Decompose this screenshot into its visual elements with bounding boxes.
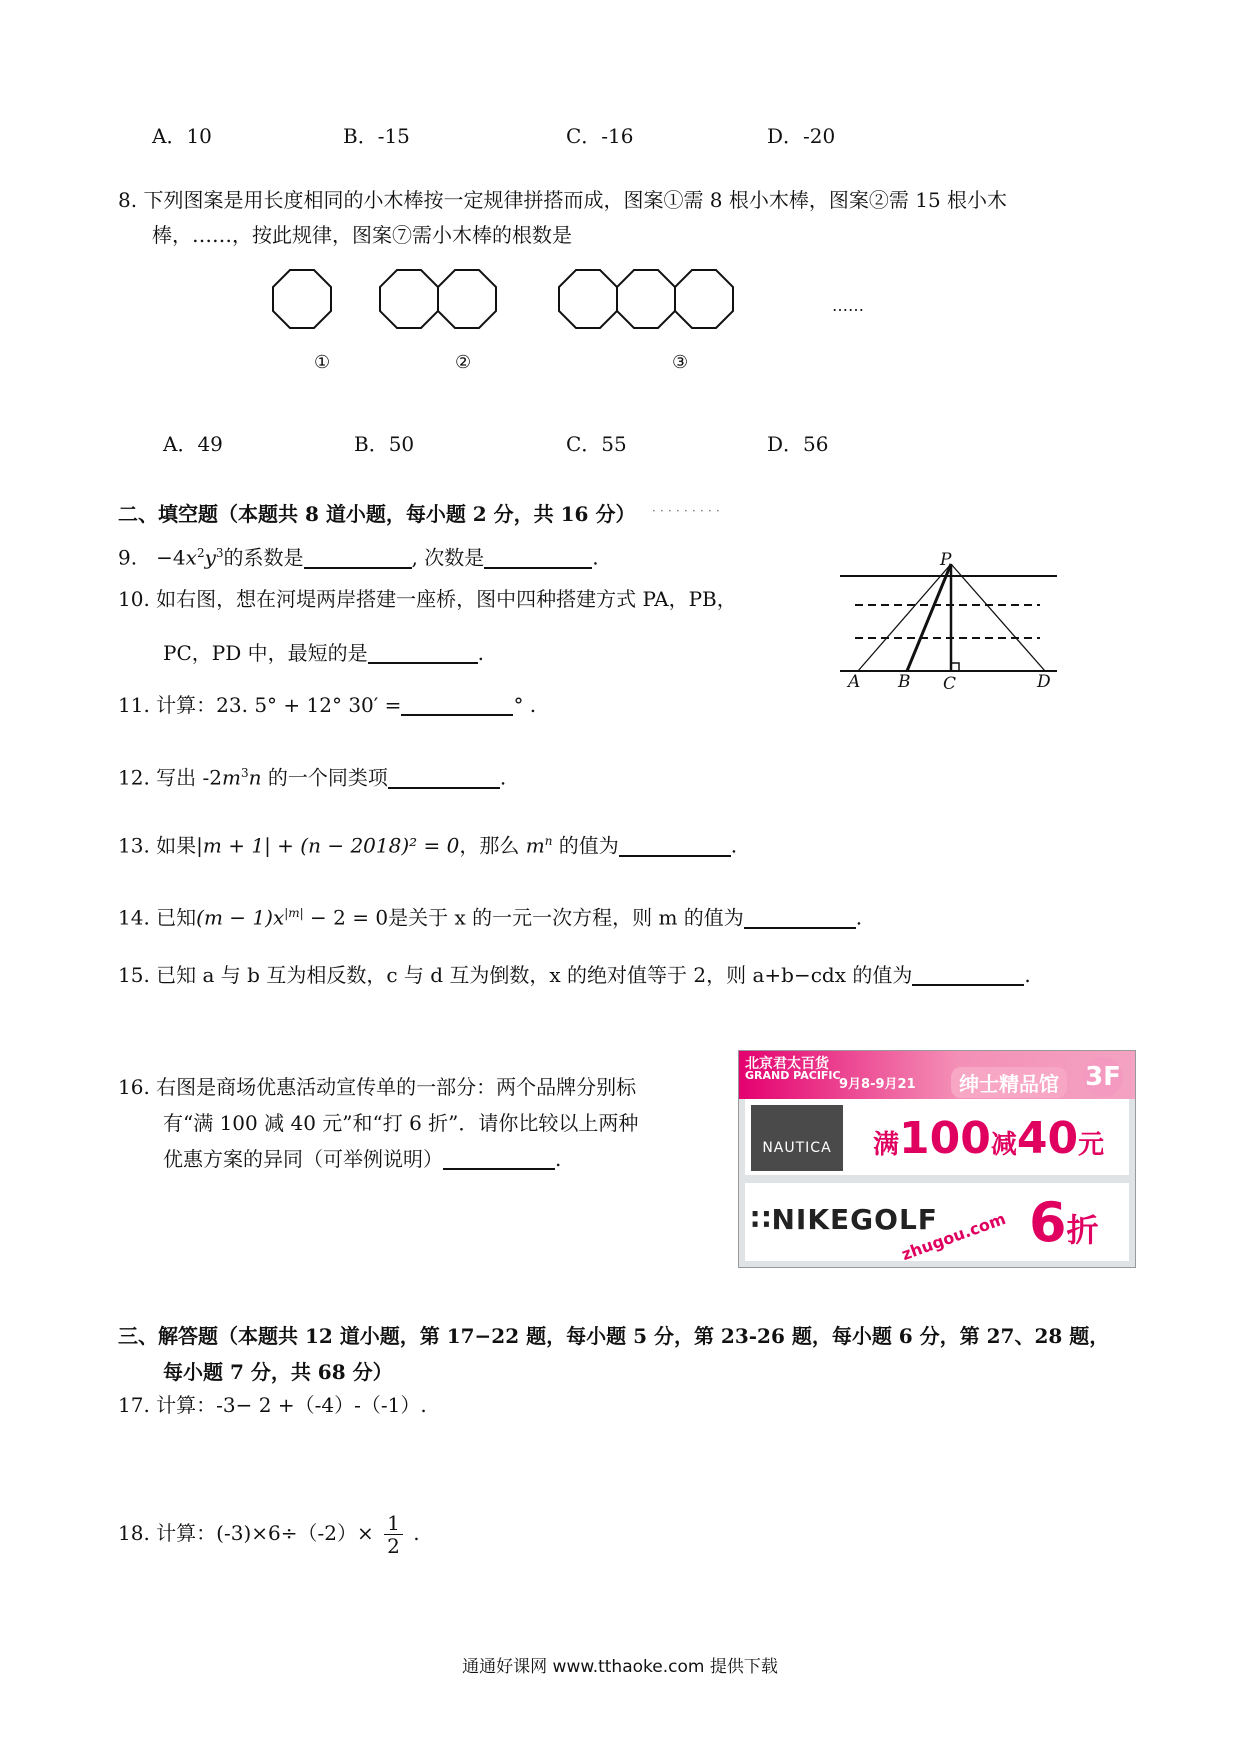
q8-option-a: A．49 — [163, 432, 223, 456]
q13: 13. 如果|m + 1| + (n − 2018)² = 0，那么 $m^n$ 的值为 . — [118, 833, 738, 858]
q13-text3: 的值为 — [558, 833, 619, 858]
q11-end: ° . — [513, 693, 537, 717]
q18-end: . — [413, 1521, 420, 1545]
promo-dates: 9月8-9月21 — [839, 1077, 916, 1092]
section2-title: 二、填空题（本题共 8 道小题，每小题 2 分，共 16 分） — [118, 502, 636, 526]
q17: 17. 计算：-3− 2 +（-4）-（-1）. — [118, 1393, 427, 1417]
q7-option-a: A．10 — [152, 124, 212, 148]
offer-1: 满100减40元 — [873, 1113, 1105, 1164]
q13-end: . — [730, 833, 738, 858]
label-p: P — [940, 550, 952, 570]
figure-label-3: ③ — [672, 352, 689, 373]
q11-text: 11. 计算：23. 5° + 12° 30′ = — [118, 693, 402, 717]
q8-option-c: C．55 — [566, 432, 627, 456]
figure-label-2: ② — [455, 352, 472, 373]
nautica-logo: NAUTICA — [751, 1105, 843, 1171]
q9-blank1[interactable] — [304, 545, 412, 569]
q18 — [118, 1512, 420, 1557]
q7-option-c: C．-16 — [566, 124, 634, 148]
floor-badge: 3F — [1083, 1057, 1123, 1097]
label-c: C — [943, 674, 957, 694]
q14-blank[interactable] — [744, 905, 856, 929]
q8-octagon-figures — [270, 260, 890, 380]
q10-blank[interactable] — [368, 640, 478, 664]
q9-text1: 的系数是 — [223, 545, 304, 570]
q15-end: . — [1024, 963, 1031, 987]
q13-text1: 13. 如果 — [118, 833, 197, 858]
watermark: zhugou.com — [899, 1208, 1009, 1265]
q9-blank2[interactable] — [484, 545, 592, 569]
q7-option-d: D．-20 — [767, 124, 836, 148]
segment-pd — [951, 564, 1045, 671]
q14-text1: 14. 已知 — [118, 905, 197, 930]
q10-line2 — [163, 636, 484, 670]
q7-option-b: B．-15 — [343, 124, 410, 148]
q16-end: . — [555, 1147, 562, 1171]
q9-end: . — [592, 545, 599, 570]
store-name-en: GRAND PACIFIC — [745, 1069, 841, 1082]
label-a: A — [848, 672, 861, 692]
q15-blank[interactable] — [912, 962, 1024, 986]
q16-line1: 16. 右图是商场优惠活动宣传单的一部分：两个品牌分别标 — [118, 1075, 637, 1099]
octagon — [273, 270, 331, 328]
q16-blank[interactable] — [443, 1146, 555, 1170]
q12-text2: 的一个同类项 — [261, 765, 388, 790]
q13-blank[interactable] — [619, 833, 731, 857]
segment-pa — [858, 564, 951, 671]
q16-line3 — [163, 1142, 561, 1176]
q10-line1: 10. 如右图，想在河堤两岸搭建一座桥，图中四种搭建方式 PA，PB， — [118, 587, 737, 611]
q12-text1: 12. 写出 -2 — [118, 765, 223, 790]
nikegolf-logo: ∷NIKEGOLF — [751, 1203, 938, 1236]
figure-label-1: ① — [314, 352, 331, 373]
section3-line2: 每小题 7 分，共 68 分） — [163, 1360, 393, 1384]
q8-line2: 棒，……，按此规律，图案⑦需小木棒的根数是 — [152, 223, 572, 247]
q10-text: PC，PD 中，最短的是 — [163, 641, 368, 665]
q11 — [118, 688, 536, 722]
label-b: B — [898, 672, 911, 692]
q9-text2: , 次数是 — [411, 545, 485, 570]
offer-2: 6折 — [1029, 1191, 1099, 1254]
q14-end: . — [855, 905, 863, 930]
section2-dots: ．．．．．．．．． — [652, 500, 731, 514]
segment-pb — [907, 564, 951, 671]
octagon — [559, 270, 617, 328]
hall-name: 绅士精品馆 — [951, 1067, 1067, 1098]
promo-flyer — [738, 1050, 1136, 1268]
section3-line1: 三、解答题（本题共 12 道小题，第 17−22 题，每小题 5 分，第 23-26 题，每小题 6 分，第 27、28 题， — [118, 1324, 1110, 1348]
octagon — [438, 270, 496, 328]
q12-end: . — [499, 765, 507, 790]
q16-line2: 有“满 100 减 40 元”和“打 6 折”．请你比较以上两种 — [163, 1111, 639, 1135]
label-d: D — [1037, 672, 1051, 692]
octagon — [617, 270, 675, 328]
q15 — [118, 958, 1031, 992]
q13-text2: ，那么 — [459, 833, 520, 858]
q10-end: . — [477, 641, 484, 665]
q8-option-b: B．50 — [354, 432, 415, 456]
q18-fraction: $\frac{1}{2}$ — [384, 1512, 403, 1557]
q14-expr2: − 2 = 0 — [303, 905, 389, 930]
figure-ellipsis: …… — [832, 296, 864, 315]
q13-expr: |m + 1| + (n − 2018)² = 0 — [196, 833, 460, 858]
store-name: 北京君太百货 — [745, 1056, 829, 1072]
q9-coef: −4 — [156, 545, 186, 570]
octagon — [380, 270, 438, 328]
q8-line1: 8. 下列图案是用长度相同的小木棒按一定规律拼搭而成，图案①需 8 根小木棒，图案②需 15 根小木 — [118, 188, 1008, 212]
q16-text: 优惠方案的异同（可举例说明） — [163, 1147, 443, 1171]
q14-expr: (m − 1)x — [196, 905, 285, 930]
q9-num: 9. — [118, 545, 138, 570]
q14-text2: 是关于 x 的一元一次方程，则 m 的值为 — [388, 905, 744, 930]
q12: 12. 写出 $-2m^3n$ 的一个同类项 . — [118, 765, 507, 790]
q12-blank[interactable] — [388, 765, 500, 789]
octagon — [675, 270, 733, 328]
q11-blank[interactable] — [401, 692, 513, 716]
q15-text: 15. 已知 a 与 b 互为相反数，c 与 d 互为倒数，x 的绝对值等于 2，则 a+b−cdx 的值为 — [118, 963, 913, 987]
footer-source: 通通好课网 www.tthaoke.com 提供下载 — [462, 1657, 778, 1677]
q9: 9. $-4x^2y^3$的系数是 , 次数是 . — [118, 545, 599, 570]
q14: 14. 已知$(m - 1)x^{|m|} - 2 = 0$是关于 x 的一元一次方程，则 m 的值为 . — [118, 905, 863, 930]
q18-text: 18. 计算：(-3)×6÷（-2）× — [118, 1521, 374, 1545]
q8-option-d: D．56 — [767, 432, 829, 456]
